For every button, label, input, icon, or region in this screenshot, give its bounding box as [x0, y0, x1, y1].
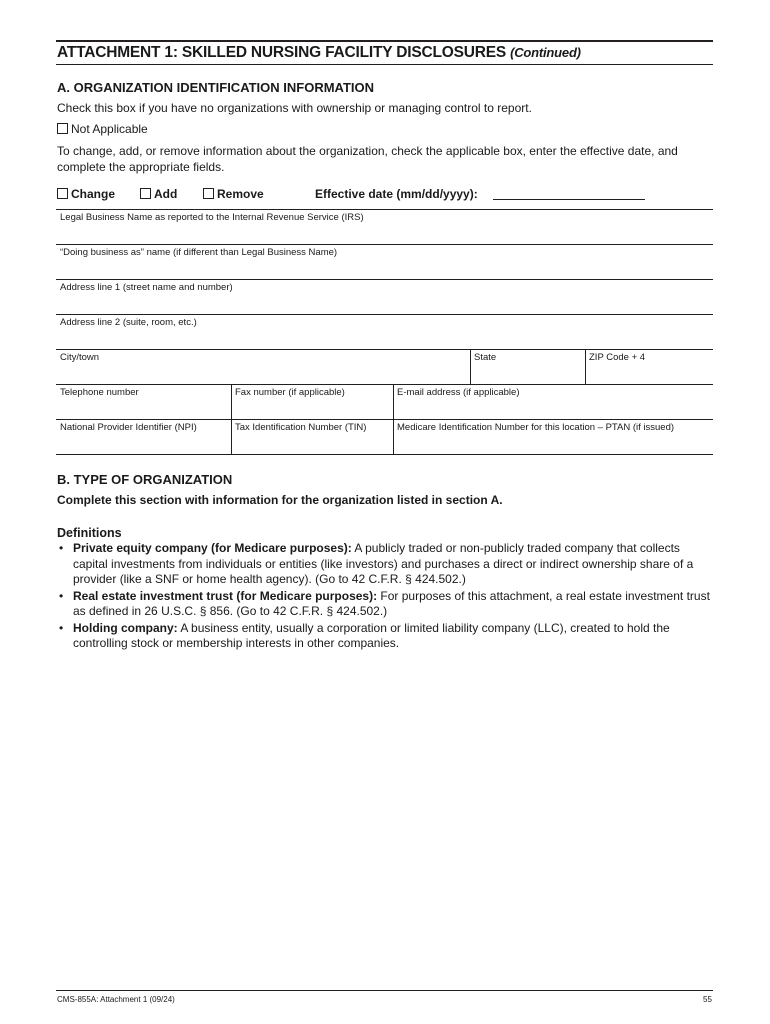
email-label: E-mail address (if applicable) [397, 387, 520, 398]
definitions-heading: Definitions [57, 526, 122, 540]
page-title [57, 44, 581, 62]
effective-date-input[interactable] [493, 199, 645, 200]
section-b-heading: B. TYPE OF ORGANIZATION [57, 472, 233, 487]
address2-label: Address line 2 (suite, room, etc.) [60, 317, 197, 328]
not-applicable-checkbox[interactable] [57, 123, 68, 134]
not-applicable-label: Not Applicable [71, 122, 148, 136]
remove-checkbox[interactable] [203, 188, 214, 199]
email-input[interactable] [394, 385, 713, 419]
not-applicable-option[interactable] [57, 122, 148, 138]
change-checkbox[interactable] [57, 188, 68, 199]
legal-name-label: Legal Business Name as reported to the Internal Revenue Service (IRS) [60, 212, 364, 223]
address2-input[interactable] [56, 315, 713, 349]
state-input[interactable] [471, 350, 585, 384]
npi-input[interactable] [56, 420, 231, 454]
npi-label: National Provider Identifier (NPI) [60, 422, 197, 433]
definition-text: A publicly traded or non-publicly traded company that collects capital investments from individuals or entities (like investors) and purchases a direct or indirect ownership share of a provider (like a SNF or home health agency). (Go to 42 C.F.R. § 424.502.) [73, 541, 694, 586]
legal-name-input[interactable] [56, 210, 713, 244]
page-title-text: ATTACHMENT 1: SKILLED NURSING FACILITY DISCLOSURES [57, 44, 506, 61]
page-title-suffix: (Continued) [510, 45, 581, 60]
section-a-instruction: Check this box if you have no organizations with ownership or managing control to report. [57, 101, 532, 115]
dba-name-label: “Doing business as” name (if different than Legal Business Name) [60, 247, 338, 258]
address1-input[interactable] [56, 280, 713, 314]
state-label: State [474, 352, 497, 363]
definition-text: A business entity, usually a corporation or limited liability company (LLC), created to hold the controlling stock or membership interests in other companies. [73, 620, 670, 650]
tin-input[interactable] [232, 420, 393, 454]
field-rule-7 [56, 454, 713, 455]
section-b-subheading: Complete this section with information for the organization listed in section A. [57, 493, 503, 507]
header-bottom-rule [56, 64, 713, 65]
footer-form-id: CMS-855A: Attachment 1 (09/24) [57, 995, 175, 1004]
remove-option[interactable] [203, 187, 264, 203]
definition-term: Real estate investment trust (for Medicare purposes): [73, 588, 378, 603]
zip-input[interactable] [586, 350, 713, 384]
change-instruction: To change, add, or remove information about the organization, check the applicable box, enter the effective date, and complete the appropriate fields. [57, 144, 678, 174]
zip-label: ZIP Code + 4 [589, 352, 646, 363]
definition-term: Holding company: [73, 620, 178, 635]
effective-date-label: Effective date (mm/dd/yyyy): [315, 187, 478, 201]
remove-label: Remove [217, 187, 264, 201]
add-checkbox[interactable] [140, 188, 151, 199]
definition-item [57, 589, 717, 620]
bullet-icon: • [59, 588, 64, 603]
definition-term: Private equity company (for Medicare purposes): [73, 541, 352, 555]
telephone-label: Telephone number [60, 387, 139, 398]
dba-name-input[interactable] [56, 245, 713, 279]
add-option[interactable] [140, 187, 177, 203]
definition-item [57, 621, 717, 652]
definition-item [57, 541, 717, 588]
bullet-icon: • [59, 620, 64, 635]
change-label: Change [71, 187, 116, 201]
page-number: 55 [703, 995, 712, 1004]
city-label: City/town [60, 352, 100, 363]
section-a-heading: A. ORGANIZATION IDENTIFICATION INFORMATION [57, 80, 375, 95]
telephone-input[interactable] [56, 385, 231, 419]
ptan-label: Medicare Identification Number for this location – PTAN (if issued) [397, 422, 675, 433]
address1-label: Address line 1 (street name and number) [60, 282, 233, 293]
change-option[interactable] [57, 187, 115, 203]
footer-rule [56, 990, 713, 991]
tin-label: Tax Identification Number (TIN) [235, 422, 367, 433]
definition-text: For purposes of this attachment, a real estate investment trust as defined in 26 U.S.C. § 856. (Go to 42 C.F.R. § 424.502.) [73, 588, 710, 618]
fax-input[interactable] [232, 385, 393, 419]
definitions-list [57, 541, 717, 653]
add-label: Add [154, 187, 178, 201]
fax-label: Fax number (if applicable) [235, 387, 345, 398]
header-top-rule [56, 40, 713, 42]
bullet-icon: • [59, 541, 64, 555]
city-input[interactable] [56, 350, 470, 384]
ptan-input[interactable] [394, 420, 713, 454]
